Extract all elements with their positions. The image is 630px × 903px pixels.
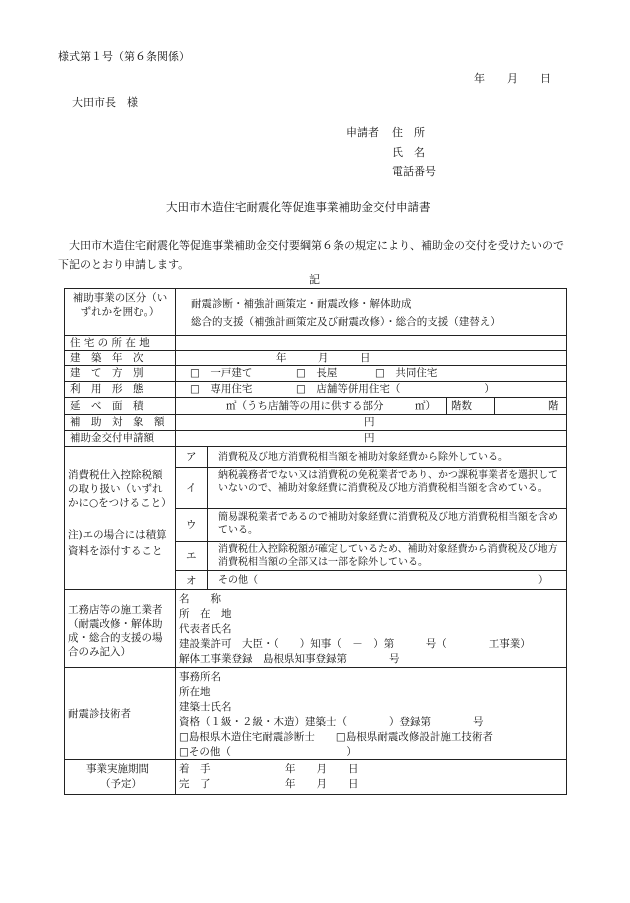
period-end-date[interactable]: 年 月 日 [285, 778, 359, 790]
applicant-label: 申請者 [346, 126, 379, 139]
inspector-qualification-line[interactable]: 資格（１級・２級・木造）建築士（ ）登録第 号 [179, 716, 484, 728]
year-built-field[interactable]: 年 月 日 [276, 352, 371, 364]
subsidy-target-unit: 円 [364, 416, 375, 428]
usage-residential-checkbox[interactable]: □ 専用住宅 [190, 383, 253, 395]
category-label: 補助事業の区分（いずれかを囲む。） [72, 292, 168, 318]
category-options-line1[interactable]: 耐震診断・補強計画策定・耐震改修・解体助成 [191, 298, 412, 310]
period-start-date[interactable]: 年 月 日 [285, 763, 359, 775]
applicant-address-label: 住 所 [392, 126, 425, 139]
building-type-apartment-checkbox[interactable]: □ 共同住宅 [375, 367, 438, 379]
inspector-label: 耐震診技術者 [68, 708, 131, 720]
intro-paragraph: 大田市木造住宅耐震化等促進事業補助金交付要綱第６条の規定により、補助金の交付を受けたいので下記のとおり申請します。 [58, 239, 564, 271]
floor-area-field[interactable]: ㎡（うち店舗等の用に供する部分 ㎡） [226, 400, 436, 412]
floor-area-label: 延 べ 面 積 [70, 400, 144, 412]
ki-heading: 記 [309, 273, 320, 286]
inspector-architect-name-label[interactable]: 建築士氏名 [179, 701, 232, 713]
tax-option-text-e: 消費税仕入控除税額が確定しているため、補助対象経費から消費税及び地方消費税相当額の全部又は一部を除外している。 [218, 544, 558, 568]
building-type-label: 建 て 方 別 [70, 367, 144, 379]
tax-option-text-i: 納税義務者でない又は消費税の免税業者であり、かつ課税事業者を選択していないので、補助対象経費に消費税及び地方消費税相当額を含めている。 [218, 470, 558, 494]
contractor-representative-label[interactable]: 代表者氏名 [179, 623, 232, 635]
subsidy-request-unit: 円 [364, 432, 375, 444]
inspector-certification-checkboxes[interactable]: □島根県木造住宅耐震診断士 □島根県耐震改修設計施工技術者 [179, 731, 493, 743]
subsidy-request-label: 補助金交付申請額 [70, 432, 154, 444]
inspector-other-checkbox[interactable]: □その他（ ） [179, 746, 357, 758]
floors-unit: 階 [548, 400, 559, 412]
usage-label: 利 用 形 態 [70, 383, 144, 395]
tax-option-mark-e[interactable]: エ [186, 550, 197, 562]
tax-option-mark-a[interactable]: ア [186, 451, 197, 463]
tax-option-mark-u[interactable]: ウ [186, 519, 197, 531]
tax-option-mark-i[interactable]: イ [186, 482, 197, 494]
floors-label: 階数 [451, 400, 472, 412]
applicant-name-label: 氏 名 [392, 146, 425, 159]
contractor-demolition-registration[interactable]: 解体工事業登録 島根県知事登録第 号 [179, 653, 400, 665]
building-type-row-house-checkbox[interactable]: □ 長屋 [296, 367, 338, 379]
contractor-address-label[interactable]: 所 在 地 [179, 608, 232, 620]
tax-handling-label: 消費税仕入控除税額の取り扱い（いずれかに○をつけること） [68, 469, 172, 509]
year-built-label: 建 築 年 次 [70, 352, 144, 364]
tax-option-mark-o[interactable]: オ [186, 575, 197, 587]
period-planned-label: （予定） [100, 778, 142, 790]
contractor-license-line[interactable]: 建設業許可 大臣・（ ）知事（ － ）第 号（ 工事業） [179, 638, 531, 650]
tax-option-text-o[interactable]: その他（ ） [218, 575, 548, 586]
subsidy-target-label: 補 助 対 象 額 [70, 416, 165, 428]
tax-note-label: 注)エの場合には積算資料を添付すること [68, 529, 167, 557]
form-number: 様式第１号（第６条関係） [58, 50, 190, 63]
location-label: 住 宅 の 所 在 地 [70, 337, 150, 349]
inspector-address-label[interactable]: 所在地 [179, 686, 211, 698]
usage-mixed-checkbox[interactable]: □ 店舗等併用住宅（ ） [296, 383, 495, 395]
contractor-label: 工務店等の施工業者（耐震改修・解体助成・総合的支援の場合のみ記入） [68, 604, 163, 658]
location-field[interactable] [178, 336, 564, 350]
inspector-office-label[interactable]: 事務所名 [179, 671, 221, 683]
submission-date: 年 月 日 [474, 72, 551, 85]
period-end-label: 完 了 [179, 778, 211, 790]
category-options-line2[interactable]: 総合的支援（補強計画策定及び耐震改修）・総合的支援（建替え） [191, 316, 501, 328]
period-label: 事業実施期間 [86, 763, 149, 775]
addressee: 大田市長 様 [72, 96, 138, 109]
applicant-phone-label: 電話番号 [392, 165, 436, 178]
document-title: 大田市木造住宅耐震化等促進事業補助金交付申請書 [166, 200, 431, 214]
building-type-detached-checkbox[interactable]: □ 一戸建て [190, 367, 253, 379]
period-start-label: 着 手 [179, 763, 211, 775]
tax-option-text-a: 消費税及び地方消費税相当額を補助対象経費から除外している。 [218, 452, 508, 463]
tax-option-text-u: 簡易課税業者であるので補助対象経費に消費税及び地方消費税相当額を含めている。 [218, 512, 558, 536]
contractor-name-label[interactable]: 名 称 [179, 593, 221, 605]
